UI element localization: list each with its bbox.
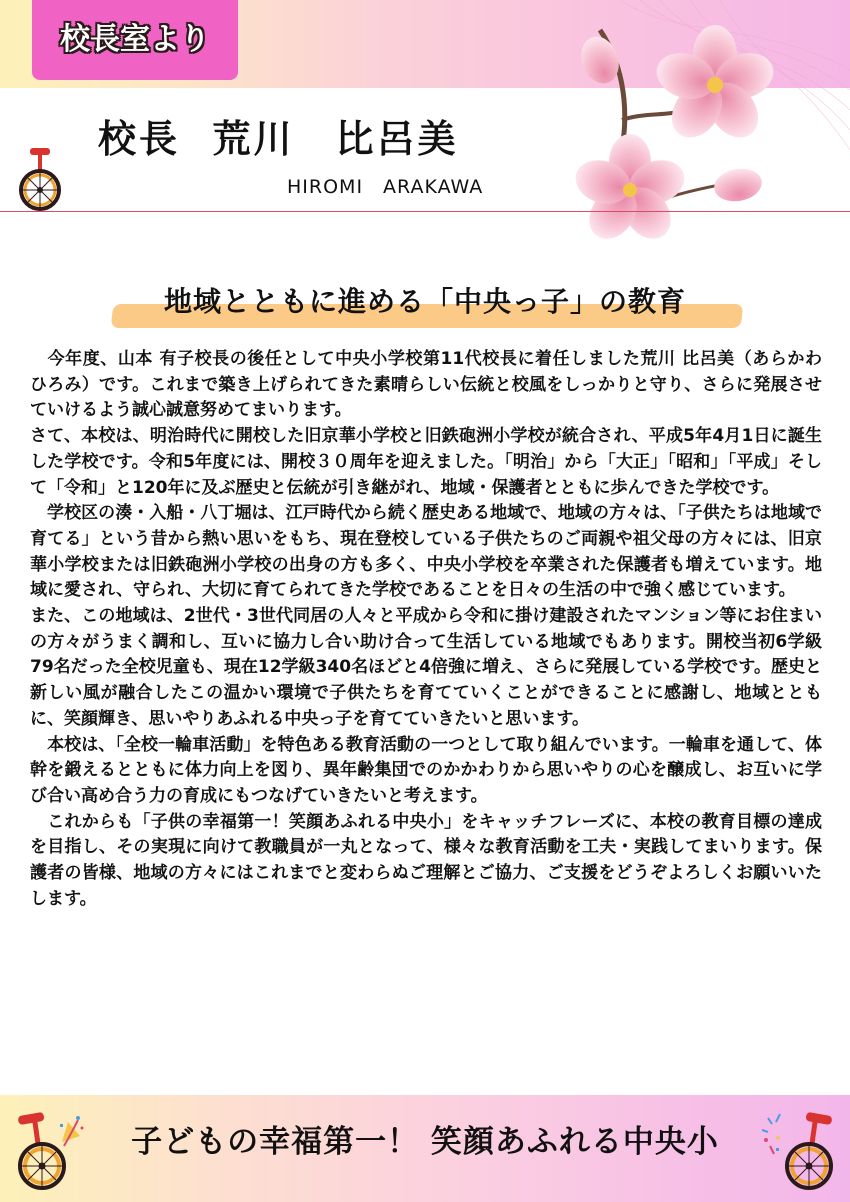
paragraph: また、この地域は、2世代・3世代同居の人々と平成から令和に掛け建設されたマンション等にお住まいの方々がうまく調和し、互いに協力し合い助け合って生活している地域でもあります。開校当初6学級79名だった全校児童も、現在12学級340名ほどと4倍強に増え、さらに発展している学校です。歴史と新しい風が融合したこの温かい環境で子供たちを育てていくことができることに感謝し、地域とともに、笑顔輝き、思いやりあふれる中央っ子を育てていきたいと思います。: [30, 606, 822, 729]
unicycle-icon: [18, 146, 64, 212]
article-title: 地域とともに進める「中央っ子」の教育: [163, 285, 686, 318]
section-tag: [32, 0, 238, 80]
section-tag-label: 校長室より: [60, 22, 210, 57]
footer-slogan: 子どもの幸福第一！ 笑顔あふれる中央小: [131, 1124, 719, 1160]
paragraph: さて、本校は、明治時代に開校した旧京華小学校と旧鉄砲洲小学校が統合され、平成5年4月1日に誕生した学校です。令和5年度には、開校３０周年を迎えました。「明治」から「大正」「昭和」「平成」そして「令和」と120年に及ぶ歴史と伝統が引き継がれ、地域・保護者とともに歩んできた学校です。: [30, 426, 822, 498]
unicycle-icon: [782, 1108, 838, 1192]
sakura-flower-icon: [560, 0, 850, 270]
article-title-block: [0, 278, 850, 332]
paragraph: 今年度、山本 有子校長の後任として中央小学校第11代校長に着任しました荒川 比呂美（あらかわ ひろみ）です。これまで築き上げられてきた素晴らしい伝統と校風をしっかりと守り、さらに発展させていけるよう誠心誠意努めてまいります。: [30, 349, 839, 421]
paragraph: 本校は、「全校一輪車活動」を特色ある教育活動の一つとして取り組んでいます。一輪車を通して、体幹を鍛えるとともに体力向上を図り、異年齢集団でのかかわりから思いやりの心を醸成し、お互いに学び合い高め合う力の育成にもつなげていきたいと考えます。: [30, 734, 822, 806]
paragraph: これからも「子供の幸福第一！笑顔あふれる中央小」をキャッチフレーズに、本校の教育目標の達成を目指し、その実現に向けて教職員が一丸となって、様々な教育活動を工夫・実践してまいります。保護者の皆様、地域の方々にはこれまでと変わらぬご理解とご協力、ご支援をどうぞよろしくお願いいたします。: [30, 811, 822, 909]
paragraph: 学校区の湊・入船・八丁堀は、江戸時代から続く歴史ある地域で、地域の方々は、「子供たちは地域で育てる」という昔から熱い思いをもち、現在登校している子供たちのご両親や祖父母の方々には、旧京華小学校または旧鉄砲洲小学校の出身の方も多く、中央小学校を卒業された保護者も増えています。地域に愛され、守られ、大切に育てられてきた学校であることを日々の生活の中で強く感じています。: [30, 503, 822, 601]
principal-name-jp: 校長 荒川 比呂美: [98, 117, 459, 161]
principal-name-en: HIROMI ARAKAWA: [287, 176, 484, 198]
header-divider: [0, 211, 850, 212]
article-body: [30, 347, 839, 912]
